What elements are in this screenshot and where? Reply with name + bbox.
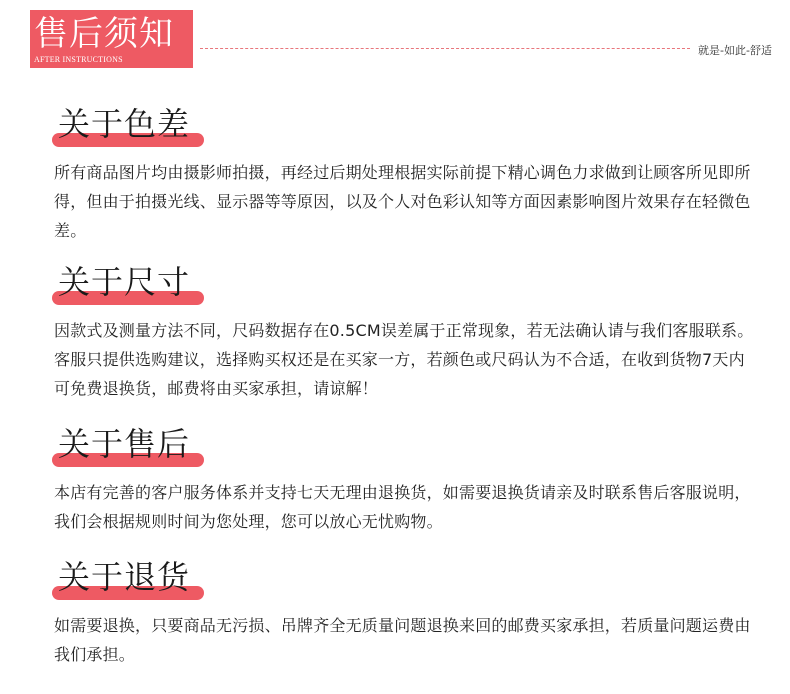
section-title: 关于售后 <box>58 425 191 463</box>
header-divider <box>200 48 690 49</box>
section-heading <box>52 104 204 152</box>
section-heading <box>52 557 204 605</box>
page-title: 售后须知 <box>34 14 174 54</box>
page-subtitle: AFTER INSTRUCTIONS <box>34 55 123 64</box>
header-tagline: 就是-如此-舒适 <box>698 44 772 57</box>
section-body: 所有商品图片均由摄影师拍摄，再经过后期处理根据实际前提下精心调色力求做到让顾客所见即所得，但由于拍摄光线、显示器等等原因，以及个人对色彩认知等方面因素影响图片效果存在轻微色差。 <box>54 163 751 240</box>
section-body: 如需要退换，只要商品无污损、吊牌齐全无质量问题退换来回的邮费买家承担，若质量问题运费由我们承担。 <box>54 616 751 664</box>
section-heading <box>52 424 204 472</box>
section-body: 本店有完善的客户服务体系并支持七天无理由退换货，如需要退换货请亲及时联系售后客服说明，我们会根据规则时间为您处理，您可以放心无忧购物。 <box>54 483 751 531</box>
section-body: 因款式及测量方法不同，尺码数据存在0.5CM误差属于正常现象，若无法确认请与我们客服联系。客服只提供选购建议，选择购买权还是在买家一方，若颜色或尺码认为不合适，在收到货物7天内可免费退换货，邮费将由买家承担，请谅解！ <box>54 321 754 398</box>
section-title: 关于色差 <box>58 105 191 143</box>
header-badge <box>30 10 193 68</box>
section-title: 关于退货 <box>58 558 191 596</box>
section-heading <box>52 262 204 310</box>
section-title: 关于尺寸 <box>58 263 191 301</box>
